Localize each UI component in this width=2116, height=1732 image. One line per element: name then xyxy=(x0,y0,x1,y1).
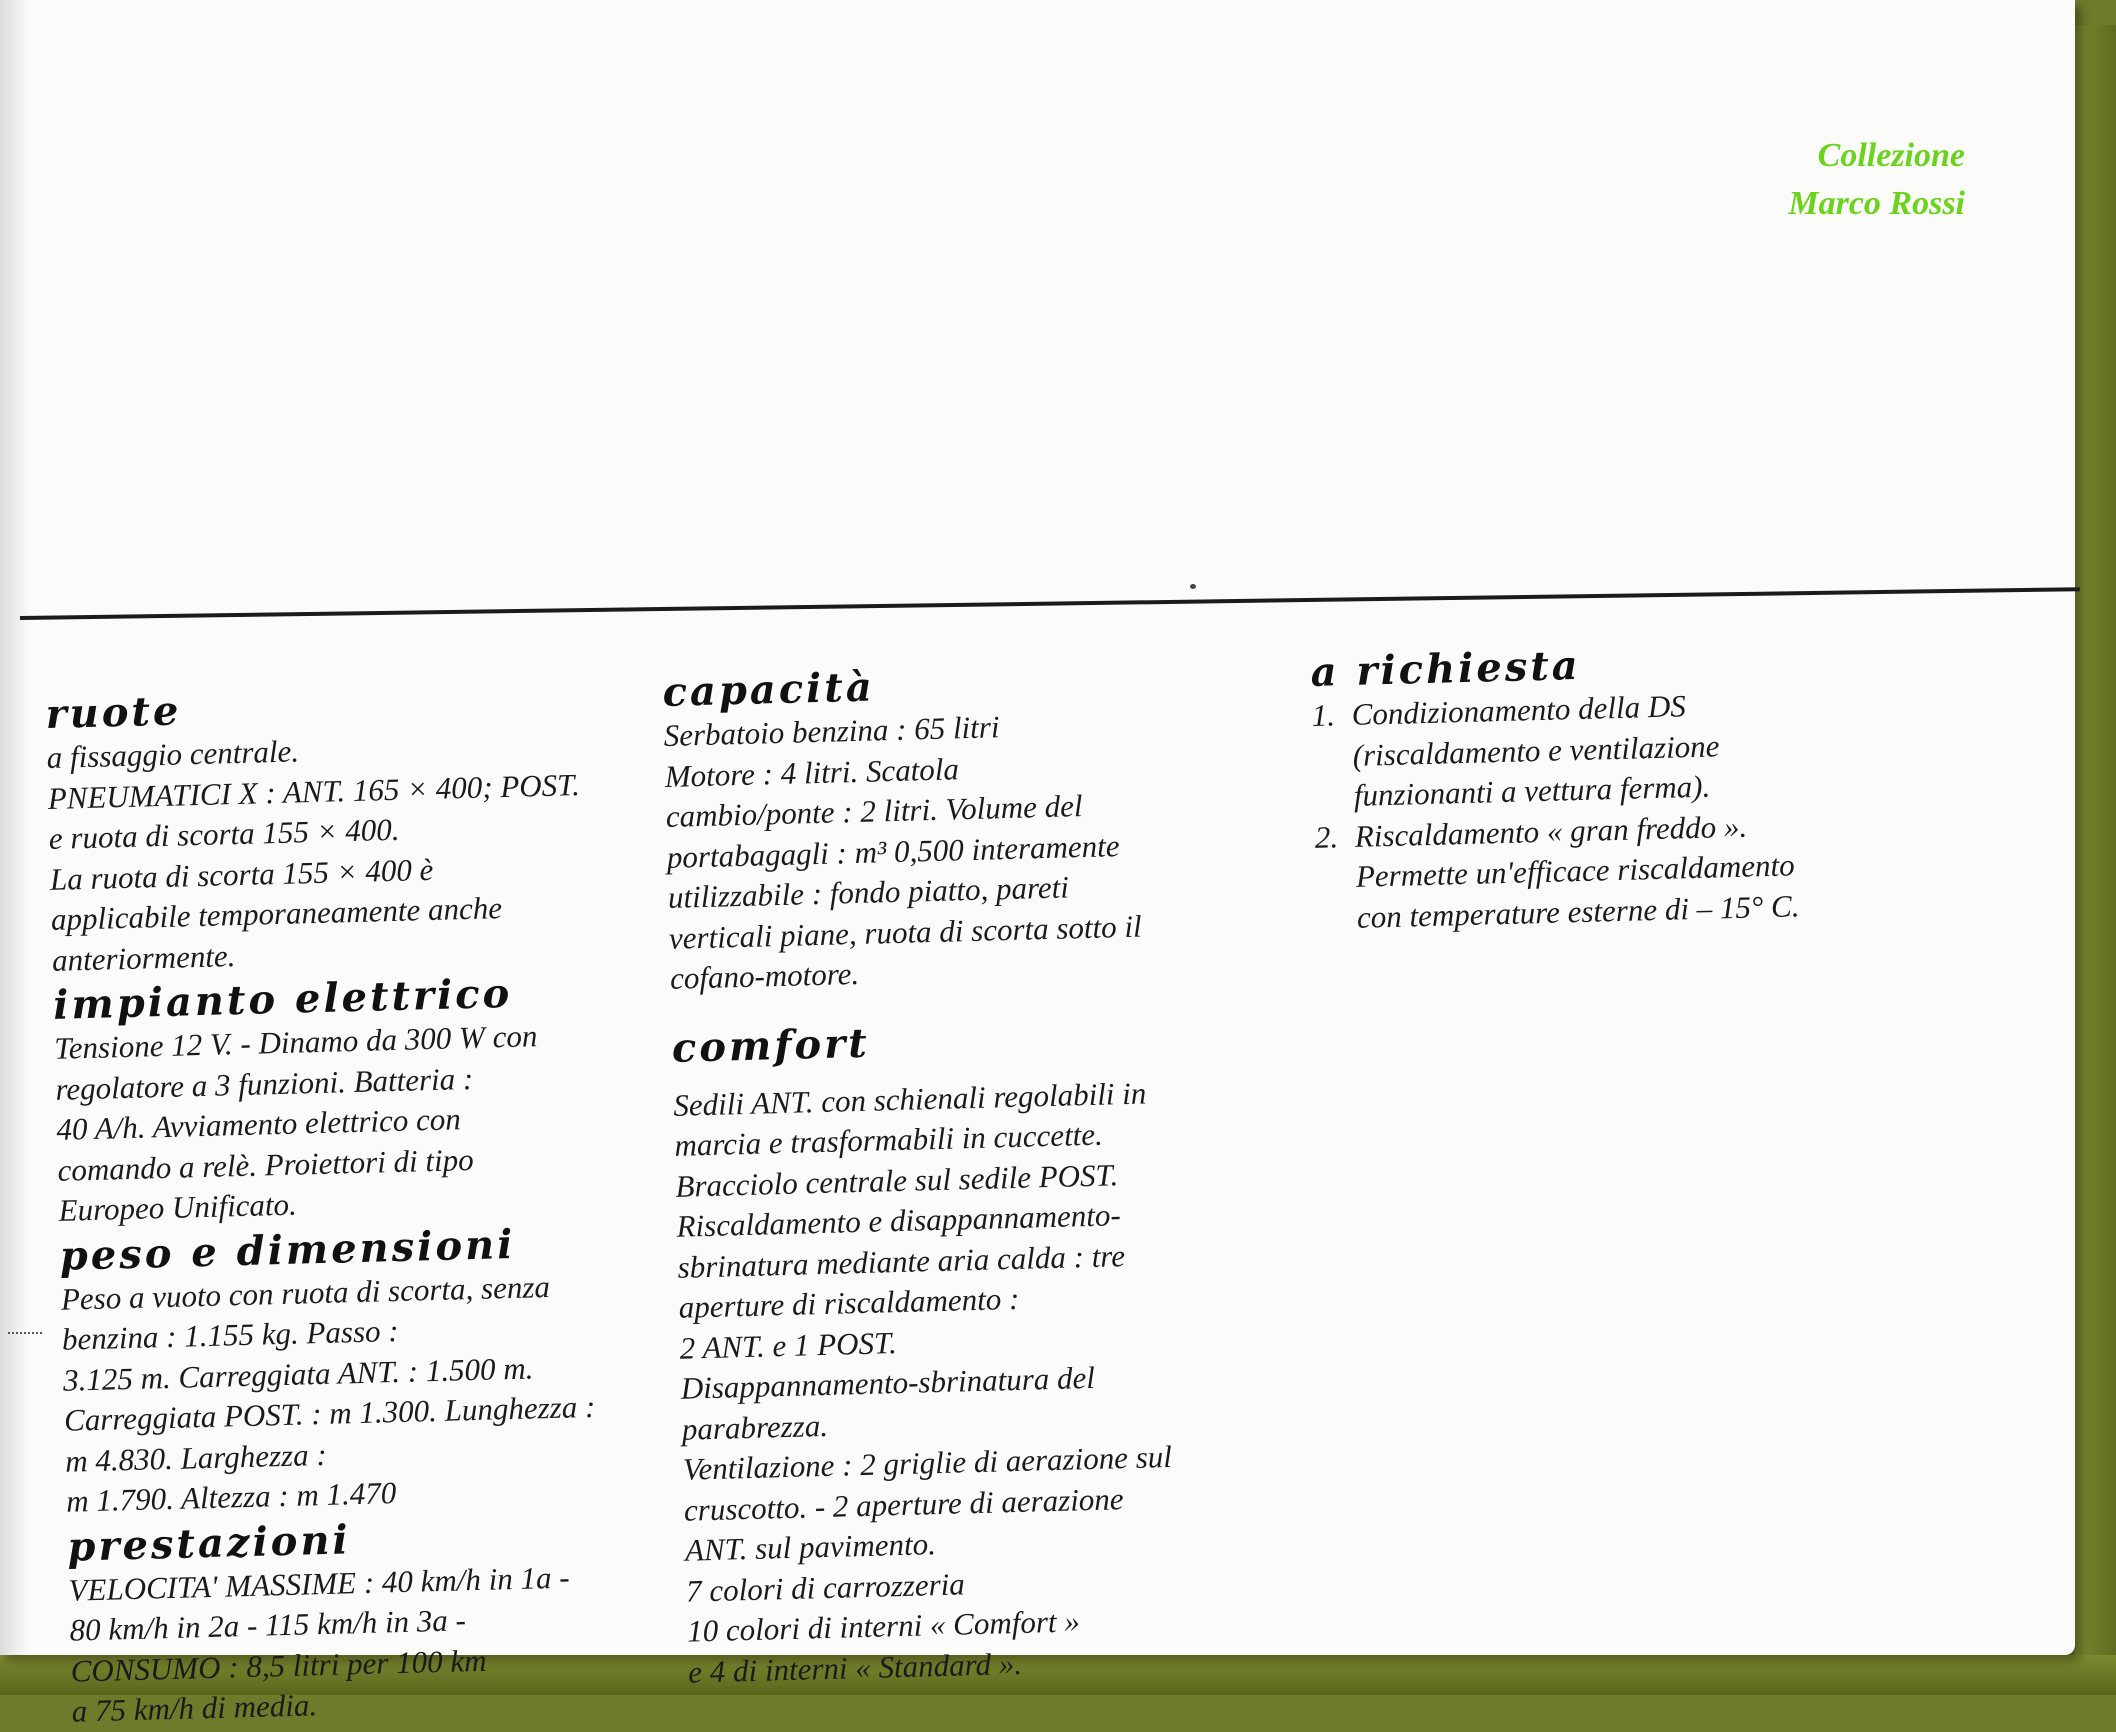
capacita-line: Motore : 4 litri. Scatola xyxy=(664,750,960,794)
peso-line: benzina : 1.155 kg. Passo : xyxy=(61,1312,400,1357)
comfort-line: 2 ANT. e 1 POST. xyxy=(679,1324,898,1366)
section-prestazioni xyxy=(67,1508,692,1732)
option-line: Condizionamento della DS xyxy=(1351,688,1687,732)
capacita-line: cambio/ponte : 2 litri. Volume del xyxy=(665,788,1083,834)
ruote-line: La ruota di scorta 155 × 400 è xyxy=(49,851,434,897)
option-line: (riscaldamento e ventilazione xyxy=(1352,727,1720,773)
section-title-prestazioni: prestazioni xyxy=(66,1515,352,1571)
comfort-line: Riscaldamento e disappannamento- xyxy=(676,1197,1122,1244)
comfort-line: aperture di riscaldamento : xyxy=(678,1280,1020,1325)
section-title-comfort: comfort xyxy=(671,1019,871,1072)
prestazioni-line: a 75 km/h di media. xyxy=(71,1687,318,1729)
print-speck xyxy=(1190,584,1196,589)
section-title-peso-e-dimensioni: peso e dimensioni xyxy=(59,1220,516,1280)
option-number: 1. xyxy=(1311,697,1336,733)
prestazioni-line: CONSUMO : 8,5 litri per 100 km xyxy=(70,1642,487,1689)
comfort-line: ANT. sul pavimento. xyxy=(684,1526,937,1568)
capacita-line: utilizzabile : fondo piatto, pareti xyxy=(667,869,1070,915)
section-title-impianto-elettrico: impianto elettrico xyxy=(52,969,513,1029)
collection-watermark xyxy=(1788,132,1965,228)
impianto-line: Tensione 12 V. - Dinamo da 300 W con xyxy=(53,1018,538,1066)
ruote-line: anteriormente. xyxy=(51,937,236,978)
option-item xyxy=(1311,681,1884,817)
prestazioni-line: 80 km/h in 2a - 115 km/h in 3a - xyxy=(69,1602,467,1648)
option-text xyxy=(1354,805,1800,938)
comfort-line: Sedili ANT. con schienali regolabili in xyxy=(672,1074,1147,1123)
option-line: con temperature esterne di – 15° C. xyxy=(1356,887,1800,935)
peso-line: m 4.830. Larghezza : xyxy=(64,1436,328,1479)
impianto-line: comando a relè. Proiettori di tipo xyxy=(57,1141,475,1188)
ruote-line: a fissaggio centrale. xyxy=(46,733,300,775)
capacita-line: cofano-motore. xyxy=(669,955,860,996)
peso-line: 3.125 m. Carreggiata ANT. : 1.500 m. xyxy=(62,1349,534,1398)
watermark-line-2: Marco Rossi xyxy=(1788,185,1965,222)
impianto-line: regolatore a 3 funzioni. Batteria : xyxy=(54,1060,474,1107)
section-capacita xyxy=(662,655,1230,999)
option-item xyxy=(1314,803,1887,939)
section-comfort xyxy=(671,1011,1248,1693)
option-text xyxy=(1351,685,1721,816)
comfort-line: e 4 di interni « Standard ». xyxy=(687,1645,1023,1690)
option-line: Riscaldamento « gran freddo ». xyxy=(1354,808,1748,854)
peso-line: Peso a vuoto con ruota di scorta, senza xyxy=(60,1268,551,1317)
section-title-capacita: capacità xyxy=(661,663,876,716)
comfort-line: Bracciolo centrale sul sedile POST. xyxy=(675,1156,1119,1204)
comfort-line: marcia e trasformabili in cuccette. xyxy=(673,1116,1104,1163)
comfort-line: Ventilazione : 2 griglie di aerazione sul xyxy=(682,1438,1173,1487)
capacita-line: verticali piane, ruota di scorta sotto il xyxy=(668,908,1143,956)
option-line: funzionanti a vettura ferma). xyxy=(1353,768,1711,813)
impianto-line: 40 A/h. Avviamento elettrico con xyxy=(56,1101,462,1147)
impianto-line: Europeo Unificato. xyxy=(58,1186,298,1228)
comfort-line: sbrinatura mediante aria calda : tre xyxy=(677,1237,1126,1285)
peso-line: m 1.790. Altezza : m 1.470 xyxy=(65,1475,397,1519)
option-line: Permette un'efficace riscaldamento xyxy=(1355,847,1796,894)
ruote-line: applicabile temporaneamente anche xyxy=(50,890,503,937)
section-peso-e-dimensioni xyxy=(59,1217,686,1522)
section-a-richiesta xyxy=(1310,635,1887,939)
watermark-line-1: Collezione xyxy=(1817,137,1965,174)
column-middle xyxy=(662,655,1249,1692)
horizontal-rule xyxy=(20,587,2080,620)
prestazioni-line: VELOCITA' MASSIME : 40 km/h in 1a - xyxy=(68,1559,570,1608)
section-title-a-richiesta: a richiesta xyxy=(1309,641,1582,696)
margin-mark xyxy=(8,1332,42,1336)
section-ruote xyxy=(45,676,672,981)
column-right xyxy=(1310,635,1887,939)
ruote-line: e ruota di scorta 155 × 400. xyxy=(48,811,400,856)
capacita-line: Serbatoio benzina : 65 litri xyxy=(663,709,1000,753)
capacita-line: portabagagli : m³ 0,500 interamente xyxy=(666,827,1120,875)
option-number: 2. xyxy=(1314,818,1339,855)
peso-line: Carreggiata POST. : m 1.300. Lunghezza : xyxy=(63,1388,596,1438)
section-impianto-elettrico xyxy=(53,967,679,1232)
comfort-line: parabrezza. xyxy=(681,1407,829,1447)
booklet-spine xyxy=(2075,25,2116,1695)
comfort-line: cruscotto. - 2 aperture di aerazione xyxy=(683,1480,1124,1528)
page-shadow xyxy=(0,0,30,1655)
comfort-line: 10 colori di interni « Comfort » xyxy=(686,1603,1081,1649)
section-title-ruote: ruote xyxy=(45,687,182,738)
comfort-line: Disappannamento-sbrinatura del xyxy=(680,1359,1096,1406)
comfort-line: 7 colori di carrozzeria xyxy=(685,1565,966,1609)
ruote-line: PNEUMATICI X : ANT. 165 × 400; POST. xyxy=(47,766,581,816)
column-left xyxy=(45,674,692,1732)
